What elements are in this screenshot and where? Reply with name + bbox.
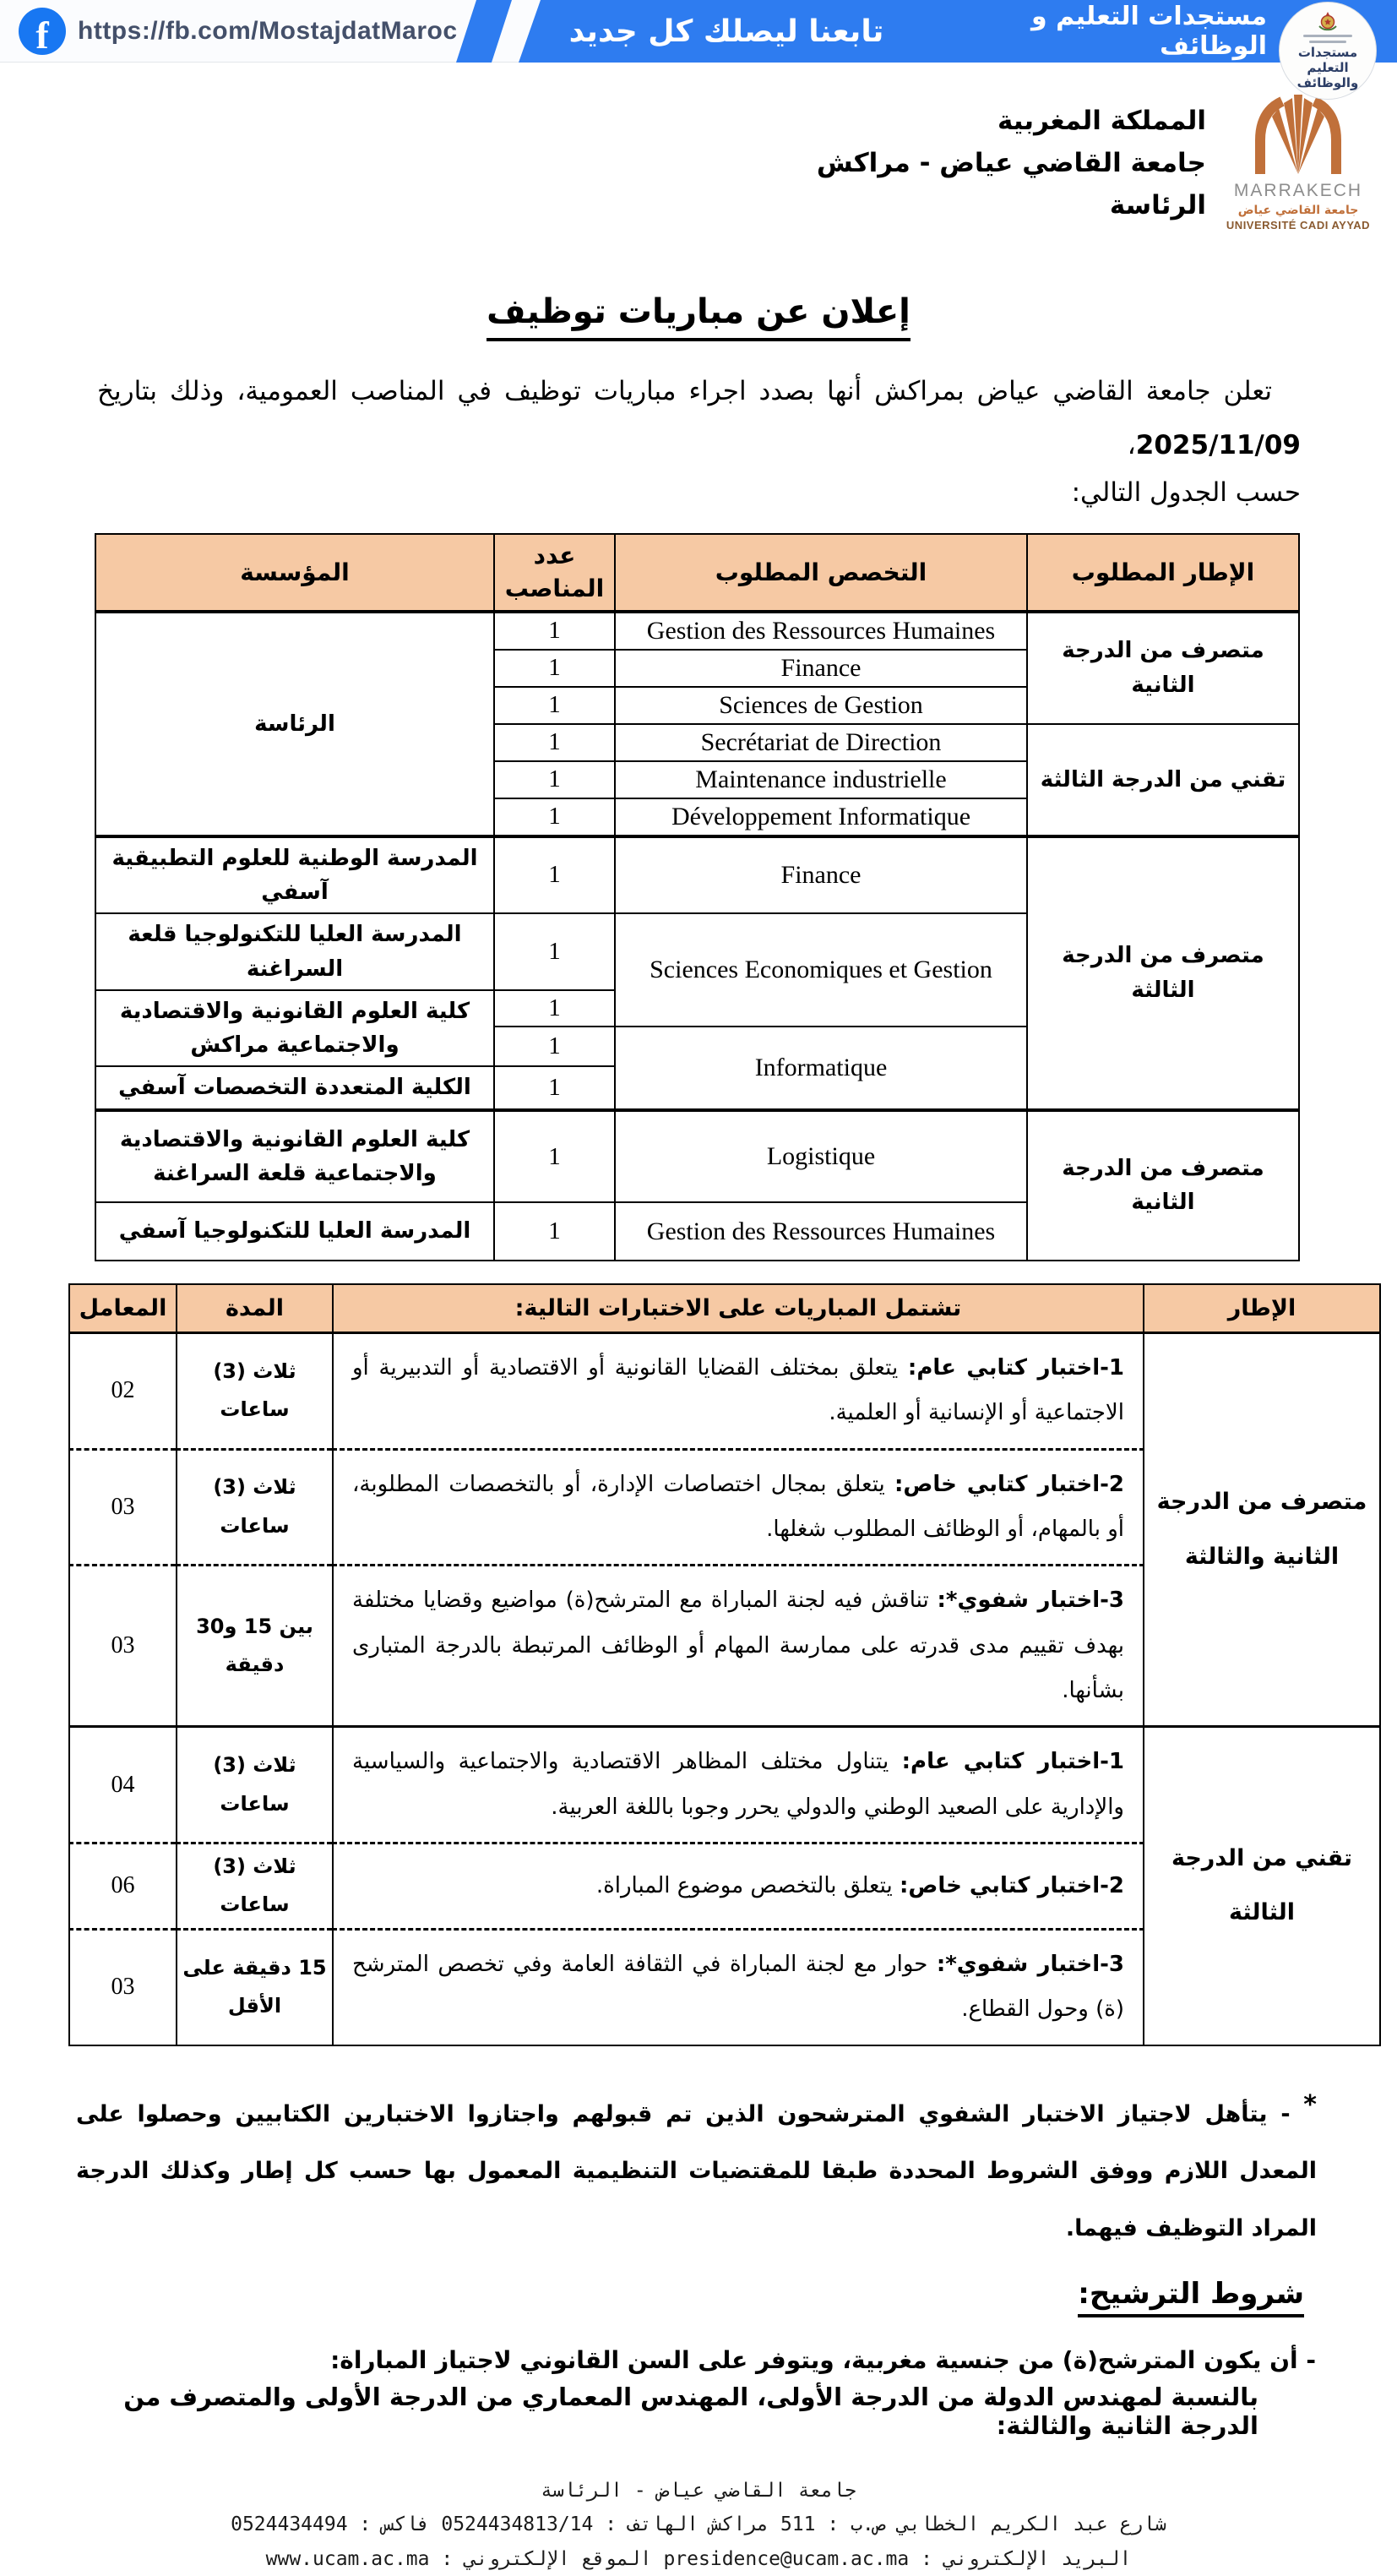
test-text: يتناول مختلف المظاهر الاقتصادية والاجتماعية والسياسية والإدارية على الصعيد الوطني والدولي يحرر وجوبا باللغة العربية.	[352, 1749, 1124, 1820]
count-cell: 1	[494, 798, 615, 836]
coefficient-cell: 03	[69, 1449, 177, 1566]
col-count: عدد المناصب	[494, 534, 615, 612]
table-row	[69, 1727, 1380, 1844]
count-cell: 1	[494, 687, 615, 724]
test-cell	[333, 1727, 1144, 1844]
logo-latin-name: UNIVERSITÉ CADI AYYAD	[1226, 219, 1371, 231]
letterhead-text	[817, 100, 1206, 227]
positions-table	[95, 533, 1300, 1261]
table-row	[95, 836, 1299, 914]
exams-table	[68, 1283, 1381, 2046]
test-text: يتعلق بالتخصص موضوع المباراة.	[595, 1872, 900, 1898]
facebook-url: https://fb.com/MostajdatMaroc	[78, 17, 458, 45]
specialty-cell: Sciences de Gestion	[615, 687, 1027, 724]
test-label: 2-اختبار كتابي خاص:	[894, 1471, 1124, 1497]
duration-cell: بين 15 و30 دقيقة	[177, 1566, 333, 1727]
document-footer	[0, 2474, 1397, 2576]
intro-paragraph	[97, 365, 1301, 472]
test-label: 3-اختبار شفوي*:	[937, 1588, 1124, 1614]
institution-cell: الرئاسة	[95, 612, 494, 836]
badge-title-line1: مستجدات التعليم	[1297, 45, 1358, 75]
framework-cell: تقني من الدرجة الثالثة	[1027, 724, 1299, 836]
logo-city-label: MARRAKECH	[1233, 181, 1363, 200]
test-cell	[333, 1333, 1144, 1450]
institution-cell: كلية العلوم القانونية والاقتصادية والاجتماعية قلعة السراغنة	[95, 1110, 494, 1203]
coefficient-cell: 06	[69, 1843, 177, 1929]
test-label: 3-اختبار شفوي*:	[936, 1952, 1124, 1978]
letterhead-kingdom: المملكة المغربية	[997, 106, 1206, 136]
banner-follow-text: تابعنا ليصلك كل جديد	[568, 14, 884, 49]
duration-cell: ثلاث (3) ساعات	[177, 1727, 333, 1844]
table-row	[69, 1333, 1380, 1450]
conditions-heading: شروط الترشيح:	[1078, 2277, 1304, 2317]
facebook-strip	[0, 0, 473, 63]
intro-date: 2025/11/09	[1135, 429, 1301, 460]
col-duration: المدة	[177, 1284, 333, 1333]
col-coefficient: المعامل	[69, 1284, 177, 1333]
condition-item-nationality: - أن يكون المترشح(ة) من جنسية مغربية، ويتوفر على السن القانوني لاجتياز المباراة:	[330, 2346, 1316, 2375]
specialty-cell: Développement Informatique	[615, 798, 1027, 836]
footnote-star: *	[1303, 2089, 1317, 2120]
footer-line-presidency: جامعة القاضي عياض - الرئاسة	[541, 2480, 856, 2502]
footer-line-address: شارع عبد الكريم الخطابي ص.ب : 511 مراكش الهاتف : 0524434813/14 فاكس : 0524434494	[231, 2513, 1166, 2536]
coefficient-cell: 03	[69, 1930, 177, 2045]
count-cell: 1	[494, 612, 615, 650]
test-cell	[333, 1930, 1144, 2045]
university-arch-icon	[1235, 84, 1362, 176]
test-label: 2-اختبار كتابي خاص:	[899, 1872, 1124, 1898]
framework-cell: متصرف من الدرجة الثانية	[1027, 1110, 1299, 1261]
duration-cell: ثلاث (3) ساعات	[177, 1843, 333, 1929]
test-text: يتعلق بمختلف القضايا القانونية أو الاقتصادية أو التدبيرية أو الاجتماعية أو الإنسانية أو العلمية.	[352, 1355, 1124, 1426]
coefficient-cell: 03	[69, 1566, 177, 1727]
test-label: 1-اختبار كتابي عام:	[901, 1749, 1124, 1775]
letterhead-university: جامعة القاضي عياض - مراكش	[816, 148, 1206, 179]
intro-comma: ،	[1127, 429, 1136, 460]
duration-cell: ثلاث (3) ساعات	[177, 1333, 333, 1450]
exams-header-row	[69, 1284, 1380, 1333]
col-framework: الإطار المطلوب	[1027, 534, 1299, 612]
test-cell	[333, 1566, 1144, 1727]
coefficient-cell: 02	[69, 1333, 177, 1450]
col-institution: المؤسسة	[95, 534, 494, 612]
specialty-cell: Logistique	[615, 1110, 1027, 1203]
coefficient-cell: 04	[69, 1727, 177, 1844]
test-text: يتعلق بمجال اختصاصات الإدارة، أو بالتخصصات المطلوبة، أو بالمهام، أو الوظائف المطلوب شغلها.	[352, 1471, 1124, 1543]
count-cell: 1	[494, 913, 615, 990]
institution-cell: الكلية المتعددة التخصصات آسفي	[95, 1066, 494, 1109]
count-cell: 1	[494, 761, 615, 798]
banner-brand-text: مستجدات التعليم و الوظائف	[1030, 2, 1267, 61]
intro-text: تعلن جامعة القاضي عياض بمراكش أنها بصدد اجراء مباريات توظيف في المناصب العمومية، وذلك بتاريخ	[97, 376, 1272, 406]
university-logo	[1218, 84, 1378, 231]
badge-title-line2: والوظائف	[1296, 75, 1359, 90]
specialty-cell: Secrétariat de Direction	[615, 724, 1027, 761]
test-cell	[333, 1843, 1144, 1929]
specialty-cell: Gestion des Ressources Humaines	[615, 612, 1027, 650]
footnote-text: - يتأهل لاجتياز الاختبار الشفوي المترشحون الذين تم قبولهم واجتازوا الاختبارين الكتابيين وحصلوا على المعدل اللازم ووفق الشروط المحددة طبقا للمقتضيات التنظيمية المعمول بها حسب كل إطار وكذلك الدرجة المراد التوظيف فيهما.	[76, 2100, 1317, 2241]
condition-item-grades: بالنسبة لمهندس الدولة من الدرجة الأولى، المهندس المعماري من الدرجة الأولى والمتصرف من الدرجة الثانية والثالثة:	[123, 2383, 1258, 2441]
col-framework: الإطار	[1144, 1284, 1380, 1333]
test-cell	[333, 1449, 1144, 1566]
badge-smalltext-line	[1309, 41, 1346, 43]
facebook-icon: f	[19, 8, 66, 55]
institution-cell: كلية العلوم القانونية والاقتصادية والاجتماعية مراكش	[95, 990, 494, 1067]
framework-cell: متصرف من الدرجة الثانية والثالثة	[1144, 1333, 1380, 1727]
duration-cell: ثلاث (3) ساعات	[177, 1449, 333, 1566]
col-specialty: التخصص المطلوب	[615, 534, 1027, 612]
count-cell: 1	[494, 1027, 615, 1067]
table-row	[95, 612, 1299, 650]
count-cell: 1	[494, 836, 615, 914]
news-badge	[1279, 2, 1377, 100]
institution-cell: المدرسة العليا للتكنولوجيا قلعة السراغنة	[95, 913, 494, 990]
badge-emblem-icon	[1317, 11, 1339, 31]
page-title: إعلان عن مباريات توظيف	[487, 292, 910, 341]
oral-exam-footnote	[76, 2073, 1317, 2257]
test-text: تناقش فيه لجنة المباراة مع المترشح(ة) مواضيع وقضايا مختلفة بهدف تقييم مدى قدرته على ممارسة المهام أو الوظائف المرتبطة بالدرجة المتبارى بشأنها.	[352, 1588, 1124, 1703]
positions-header-row	[95, 534, 1299, 612]
test-text: حوار مع لجنة المباراة في الثقافة العامة وفي تخصص المترشح (ة) وحول القطاع.	[352, 1952, 1124, 2023]
count-cell: 1	[494, 1066, 615, 1109]
specialty-cell: Finance	[615, 650, 1027, 687]
count-cell: 1	[494, 724, 615, 761]
institution-cell: المدرسة الوطنية للعلوم التطبيقية آسفي	[95, 836, 494, 914]
count-cell: 1	[494, 1110, 615, 1203]
duration-cell: 15 دقيقة على الأقل	[177, 1930, 333, 2045]
social-banner	[0, 0, 1397, 90]
framework-cell: متصرف من الدرجة الثانية	[1027, 612, 1299, 724]
specialty-cell: Sciences Economiques et Gestion	[615, 913, 1027, 1027]
intro-line2: حسب الجدول التالي:	[1071, 477, 1301, 509]
specialty-cell: Gestion des Ressources Humaines	[615, 1202, 1027, 1260]
specialty-cell: Maintenance industrielle	[615, 761, 1027, 798]
specialty-cell: Finance	[615, 836, 1027, 914]
framework-cell: متصرف من الدرجة الثالثة	[1027, 836, 1299, 1110]
letterhead	[0, 63, 1397, 264]
footer-line-contacts: البريد الإلكتروني : presidence@ucam.ac.ma الموقع الإلكتروني : www.ucam.ac.ma	[265, 2547, 1132, 2570]
specialty-cell: Informatique	[615, 1027, 1027, 1110]
institution-cell: المدرسة العليا للتكنولوجيا آسفي	[95, 1202, 494, 1260]
count-cell: 1	[494, 1202, 615, 1260]
letterhead-presidency: الرئاسة	[1109, 190, 1206, 221]
table-row	[95, 1110, 1299, 1203]
count-cell: 1	[494, 650, 615, 687]
logo-arabic-name: جامعة القاضي عياض	[1237, 204, 1359, 217]
col-tests: تشتمل المباريات على الاختبارات التالية:	[333, 1284, 1144, 1333]
test-label: 1-اختبار كتابي عام:	[907, 1355, 1124, 1381]
framework-cell: تقني من الدرجة الثالثة	[1144, 1727, 1380, 2045]
count-cell: 1	[494, 990, 615, 1027]
badge-smalltext-line	[1303, 35, 1352, 37]
